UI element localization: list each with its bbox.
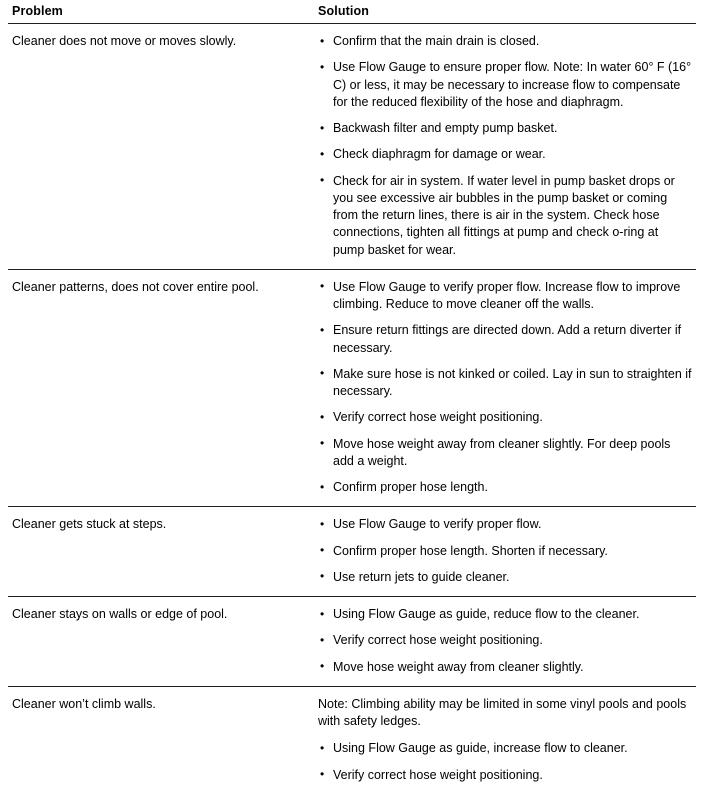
list-item: • Use Flow Gauge to verify proper flow.: [318, 516, 692, 533]
table-header: [8, 0, 696, 24]
solution-list: [318, 516, 692, 586]
column-header-problem: Problem: [8, 0, 314, 24]
solution-cell: [314, 507, 696, 597]
solution-list: [318, 606, 692, 676]
solution-list: [318, 279, 692, 497]
list-item: • Move hose weight away from cleaner slightly.: [318, 659, 692, 676]
solution-note: Note: Climbing ability may be limited in some vinyl pools and pools with safety ledges.: [318, 696, 687, 728]
table-body: [8, 24, 696, 794]
solution-cell: [314, 269, 696, 507]
table-row: [8, 507, 696, 597]
list-item: • Check for air in system. If water level in pump basket drops or you see excessive air bubbles in the pump basket or coming from the return lines, there is air in the system. Check hose connections, tighten all fittings at pump and check o-ring at pump basket for wear.: [318, 173, 692, 259]
problem-cell: Cleaner stays on walls or edge of pool.: [8, 597, 314, 687]
list-item: • Use return jets to guide cleaner.: [318, 569, 692, 586]
header-row: [8, 0, 696, 24]
table-row: [8, 24, 696, 270]
problem-cell: Cleaner patterns, does not cover entire pool.: [8, 269, 314, 507]
list-item: • Check diaphragm for damage or wear.: [318, 146, 692, 163]
list-item: • Confirm proper hose length. Shorten if necessary.: [318, 543, 692, 560]
problem-cell: Cleaner does not move or moves slowly.: [8, 24, 314, 270]
table-row: [8, 686, 696, 794]
table-row: [8, 269, 696, 507]
list-item: • Confirm proper hose length.: [318, 479, 692, 496]
solution-list: [318, 740, 692, 784]
solution-cell: [314, 24, 696, 270]
solution-cell: [314, 597, 696, 687]
list-item: • Confirm that the main drain is closed.: [318, 33, 692, 50]
list-item: • Verify correct hose weight positioning.: [318, 632, 692, 649]
problem-cell: Cleaner gets stuck at steps.: [8, 507, 314, 597]
troubleshooting-table: [8, 0, 696, 794]
column-header-solution: Solution: [314, 0, 696, 24]
list-item: • Make sure hose is not kinked or coiled. Lay in sun to straighten if necessary.: [318, 366, 692, 401]
list-item: • Use Flow Gauge to verify proper flow. Increase flow to improve climbing. Reduce to move cleaner off the walls.: [318, 279, 692, 314]
list-item: • Using Flow Gauge as guide, reduce flow to the cleaner.: [318, 606, 692, 623]
list-item: • Verify correct hose weight positioning.: [318, 767, 692, 784]
list-item: • Ensure return fittings are directed down. Add a return diverter if necessary.: [318, 322, 692, 357]
problem-cell: Cleaner won’t climb walls.: [12, 696, 156, 711]
list-item: • Backwash filter and empty pump basket.: [318, 120, 692, 137]
list-item: • Use Flow Gauge to ensure proper flow. Note: In water 60° F (16° C) or less, it may be necessary to increase flow to compensate for the reduced flexibility of the hose and diaphragm.: [318, 59, 692, 111]
table-row: [8, 597, 696, 687]
list-item: • Move hose weight away from cleaner slightly. For deep pools add a weight.: [318, 436, 692, 471]
list-item: • Verify correct hose weight positioning.: [318, 409, 692, 426]
list-item: • Using Flow Gauge as guide, increase flow to cleaner.: [318, 740, 692, 757]
solution-cell: [314, 686, 696, 794]
solution-list: [318, 33, 692, 259]
